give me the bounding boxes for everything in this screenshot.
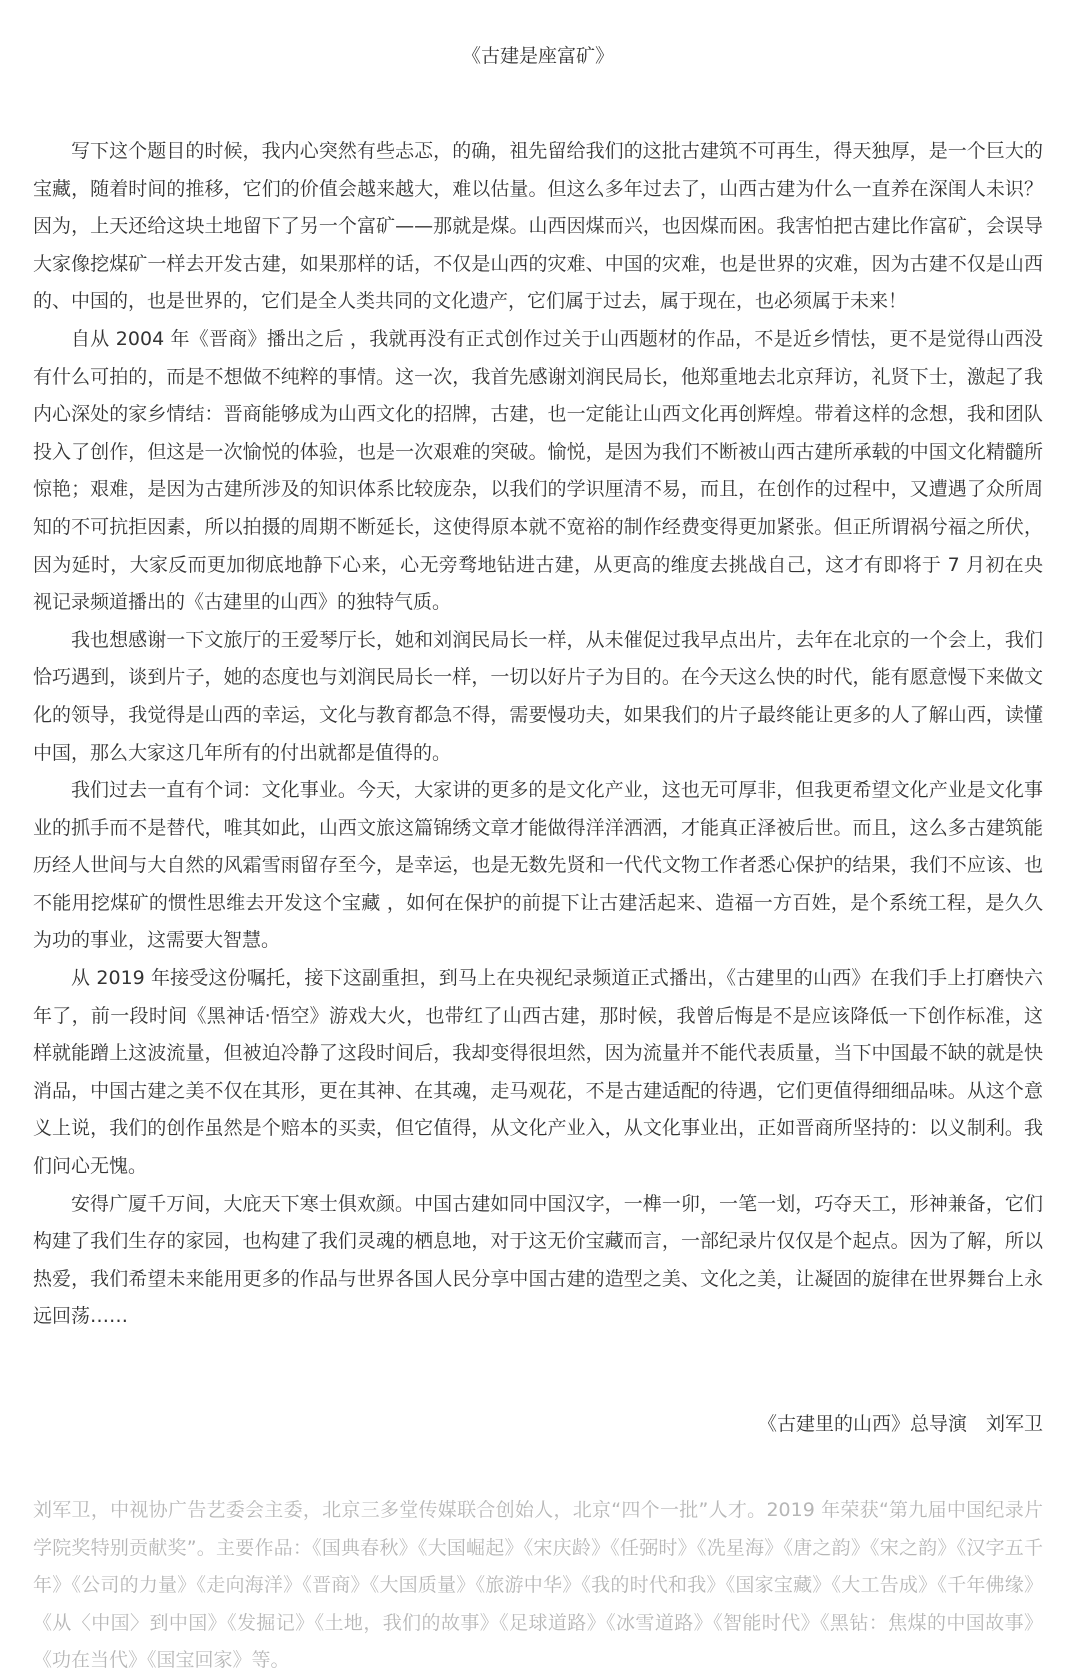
article-body: [33, 133, 1043, 1336]
author-bio: 刘军卫，中视协广告艺委会主委，北京三多堂传媒联合创始人，北京“四个一批”人才。2019 年荣获“第九届中国纪录片学院奖特别贡献奖”。主要作品：《国典春秋》《大国崛起》《宋庆龄》《任弼时》《冼星海》《唐之韵》《宋之韵》《汉字五千年》《公司的力量》《走向海洋》《晋商》《大国质量》《旅游中华》《我的时代和我》《国家宝藏》《大工告成》《千年佛缘》《从〈中国〉到中国》《发掘记》《土地，我们的故事》《足球道路》《冰雪道路》《智能时代》《黑钻：焦煤的中国故事》《功在当代》《国宝回家》等。: [33, 1499, 1043, 1672]
article-paragraph-3: 我也想感谢一下文旅厅的王爱琴厅长，她和刘润民局长一样，从未催促过我早点出片，去年在北京的一个会上，我们恰巧遇到，谈到片子，她的态度也与刘润民局长一样，一切以好片子为目的。在今天这么快的时代，能有愿意慢下来做文化的领导，我觉得是山西的幸运，文化与教育都急不得，需要慢功夫，如果我们的片子最终能让更多的人了解山西，读懂中国，那么大家这几年所有的付出就都是值得的。: [33, 628, 1043, 764]
article-paragraph-2: 自从 2004 年《晋商》播出之后 ，我就再没有正式创作过关于山西题材的作品，不是近乡情怯，更不是觉得山西没有什么可拍的，而是不想做不纯粹的事情。这一次，我首先感谢刘润民局长，他郑重地去北京拜访，礼贤下士，激起了我内心深处的家乡情结：晋商能够成为山西文化的招牌，古建，也一定能让山西文化再创辉煌。带着这样的念想，我和团队投入了创作，但这是一次愉悦的体验，也是一次艰难的突破。愉悦，是因为我们不断被山西古建所承载的中国文化精髓所惊艳；艰难，是因为古建所涉及的知识体系比较庞杂，以我们的学识厘清不易，而且，在创作的过程中，又遭遇了众所周知的不可抗拒因素，所以拍摄的周期不断延长，这使得原本就不宽裕的制作经费变得更加紧张。但正所谓祸兮福之所伏，因为延时，大家反而更加彻底地静下心来，心无旁骛地钻进古建，从更高的维度去挑战自己，这才有即将于 7 月初在央视记录频道播出的《古建里的山西》的独特气质。: [33, 327, 1043, 614]
article-title: 《古建是座富矿》: [461, 45, 614, 67]
article-paragraph-1: 写下这个题目的时候，我内心突然有些忐忑，的确，祖先留给我们的这批古建筑不可再生，得天独厚，是一个巨大的宝藏，随着时间的推移，它们的价值会越来越大，难以估量。但这么多年过去了，山西古建为什么一直养在深闺人未识？因为，上天还给这块土地留下了另一个富矿——那就是煤。山西因煤而兴，也因煤而困。我害怕把古建比作富矿，会误导大家像挖煤矿一样去开发古建，如果那样的话，不仅是山西的灾难、中国的灾难，也是世界的灾难，因为古建不仅是山西的、中国的，也是世界的，它们是全人类共同的文化遗产，它们属于过去，属于现在，也必须属于未来！: [33, 140, 1043, 313]
article-paragraph-4: 我们过去一直有个词：文化事业。今天，大家讲的更多的是文化产业，这也无可厚非，但我更希望文化产业是文化事业的抓手而不是替代，唯其如此，山西文旅这篇锦绣文章才能做得洋洋洒洒，才能真正泽被后世。而且，这么多古建筑能历经人世间与大自然的风霜雪雨留存至今，是幸运，也是无数先贤和一代代文物工作者悉心保护的结果，我们不应该、也不能用挖煤矿的惯性思维去开发这个宝藏 ，如何在保护的前提下让古建活起来、造福一方百姓，是个系统工程，是久久为功的事业，这需要大智慧。: [33, 779, 1043, 952]
author-signature: 《古建里的山西》总导演 刘军卫: [757, 1413, 1043, 1435]
article-paragraph-5: 从 2019 年接受这份嘱托，接下这副重担，到马上在央视纪录频道正式播出，《古建里的山西》在我们手上打磨快六年了，前一段时间《黑神话·悟空》游戏大火，也带红了山西古建，那时候，我曾后悔是不是应该降低一下创作标准，这样就能蹭上这波流量，但被迫冷静了这段时间后，我却变得很坦然，因为流量并不能代表质量，当下中国最不缺的就是快消品，中国古建之美不仅在其形，更在其神、在其魂，走马观花，不是古建适配的待遇，它们更值得细细品味。从这个意义上说，我们的创作虽然是个赔本的买卖，但它值得，从文化产业入，从文化事业出，正如晋商所坚持的：以义制利。我们问心无愧。: [33, 967, 1043, 1178]
article-paragraph-6: 安得广厦千万间，大庇天下寒士俱欢颜。中国古建如同中国汉字，一榫一卯，一笔一划，巧夺天工，形神兼备，它们构建了我们生存的家园，也构建了我们灵魂的栖息地，对于这无价宝藏而言，一部纪录片仅仅是个起点。因为了解，所以热爱，我们希望未来能用更多的作品与世界各国人民分享中国古建的造型之美、文化之美，让凝固的旋律在世界舞台上永远回荡……: [33, 1192, 1043, 1328]
